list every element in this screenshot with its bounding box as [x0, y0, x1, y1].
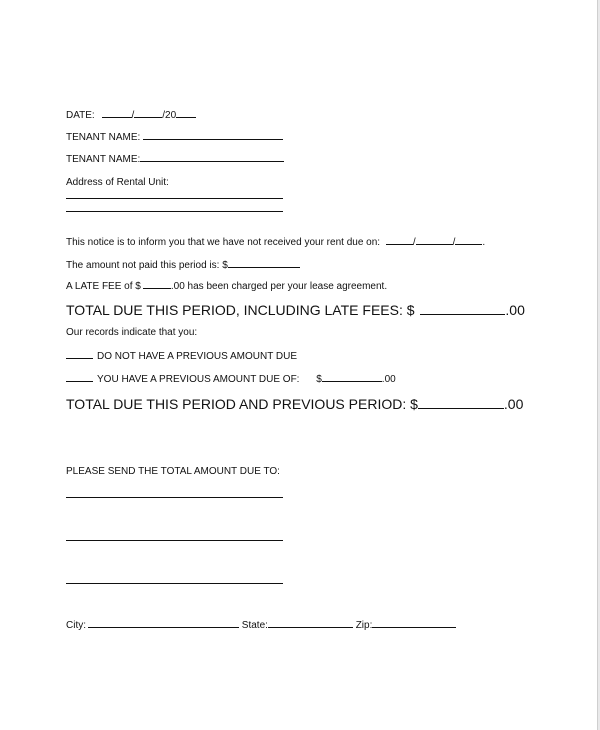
total-due-previous-blank[interactable]	[418, 396, 504, 409]
rent-due-sep-2: /	[452, 237, 456, 248]
previous-amount-cents: .00	[381, 374, 396, 385]
amount-not-paid-row	[66, 258, 300, 272]
zip-label: Zip:	[355, 620, 373, 631]
send-to-label: PLEASE SEND THE TOTAL AMOUNT DUE TO:	[66, 466, 280, 477]
city-blank[interactable]	[88, 618, 239, 628]
previous-amount-blank[interactable]	[322, 372, 382, 382]
option-no-previous-text: DO NOT HAVE A PREVIOUS AMOUNT DUE	[97, 351, 298, 362]
address-line-1[interactable]	[66, 198, 283, 199]
send-to-row	[66, 466, 280, 478]
amount-not-paid-label: The amount not paid this period is: $	[66, 260, 228, 271]
city-state-zip-row	[66, 618, 456, 632]
tenant-name-row-1	[66, 130, 283, 144]
amount-not-paid-blank[interactable]	[228, 258, 300, 268]
send-to-line-1[interactable]	[66, 497, 283, 498]
send-to-line-3[interactable]	[66, 583, 283, 584]
previous-amount-dollar: $	[316, 374, 322, 385]
date-year-prefix: /20	[162, 110, 177, 121]
date-month-blank[interactable]	[102, 108, 132, 118]
total-due-cents: .00	[505, 302, 525, 318]
option-no-previous-blank[interactable]	[66, 349, 93, 359]
send-to-line-2[interactable]	[66, 540, 283, 541]
records-text: Our records indicate that you:	[66, 327, 198, 338]
records-row	[66, 327, 197, 339]
total-due-label: TOTAL DUE THIS PERIOD, INCLUDING LATE FEES: $	[66, 302, 415, 318]
late-fee-blank[interactable]	[143, 279, 171, 289]
total-due-blank[interactable]	[420, 302, 505, 315]
state-label: State:	[241, 620, 268, 631]
zip-blank[interactable]	[372, 618, 456, 628]
tenant-name-label: TENANT NAME:	[66, 154, 141, 165]
total-due-previous-row	[66, 396, 523, 412]
rent-due-month-blank[interactable]	[386, 235, 413, 245]
notice-end: .	[482, 237, 486, 248]
date-separator: /	[131, 110, 135, 121]
late-fee-prefix: A LATE FEE of $	[66, 281, 141, 292]
date-row	[66, 108, 196, 122]
rent-due-year-blank[interactable]	[455, 235, 482, 245]
address-label: Address of Rental Unit:	[66, 177, 169, 188]
notice-row	[66, 235, 485, 249]
city-label: City:	[66, 620, 86, 631]
notice-text: This notice is to inform you that we have not received your rent due on:	[66, 237, 381, 248]
rent-due-sep-1: /	[412, 237, 416, 248]
date-label: DATE:	[66, 110, 95, 121]
total-due-previous-cents: .00	[503, 396, 524, 412]
late-fee-row	[66, 279, 387, 293]
tenant-name-row-2	[66, 152, 284, 166]
address-line-2[interactable]	[66, 211, 283, 212]
option-previous-text: YOU HAVE A PREVIOUS AMOUNT DUE OF:	[97, 374, 300, 385]
rent-due-day-blank[interactable]	[416, 235, 453, 245]
option-previous-blank[interactable]	[66, 372, 93, 382]
address-row	[66, 177, 169, 189]
total-due-previous-label: TOTAL DUE THIS PERIOD AND PREVIOUS PERIOD: $	[66, 396, 418, 412]
total-due-row	[66, 302, 525, 318]
state-blank[interactable]	[268, 618, 353, 628]
late-fee-suffix: .00 has been charged per your lease agreement.	[170, 281, 388, 292]
date-day-blank[interactable]	[134, 108, 162, 118]
tenant-name-label: TENANT NAME:	[66, 132, 141, 143]
tenant-name-blank-2[interactable]	[140, 152, 284, 162]
tenant-name-blank-1[interactable]	[143, 130, 283, 140]
option-previous-row	[66, 372, 396, 386]
option-no-previous-row	[66, 349, 297, 363]
date-year-blank[interactable]	[176, 108, 196, 118]
